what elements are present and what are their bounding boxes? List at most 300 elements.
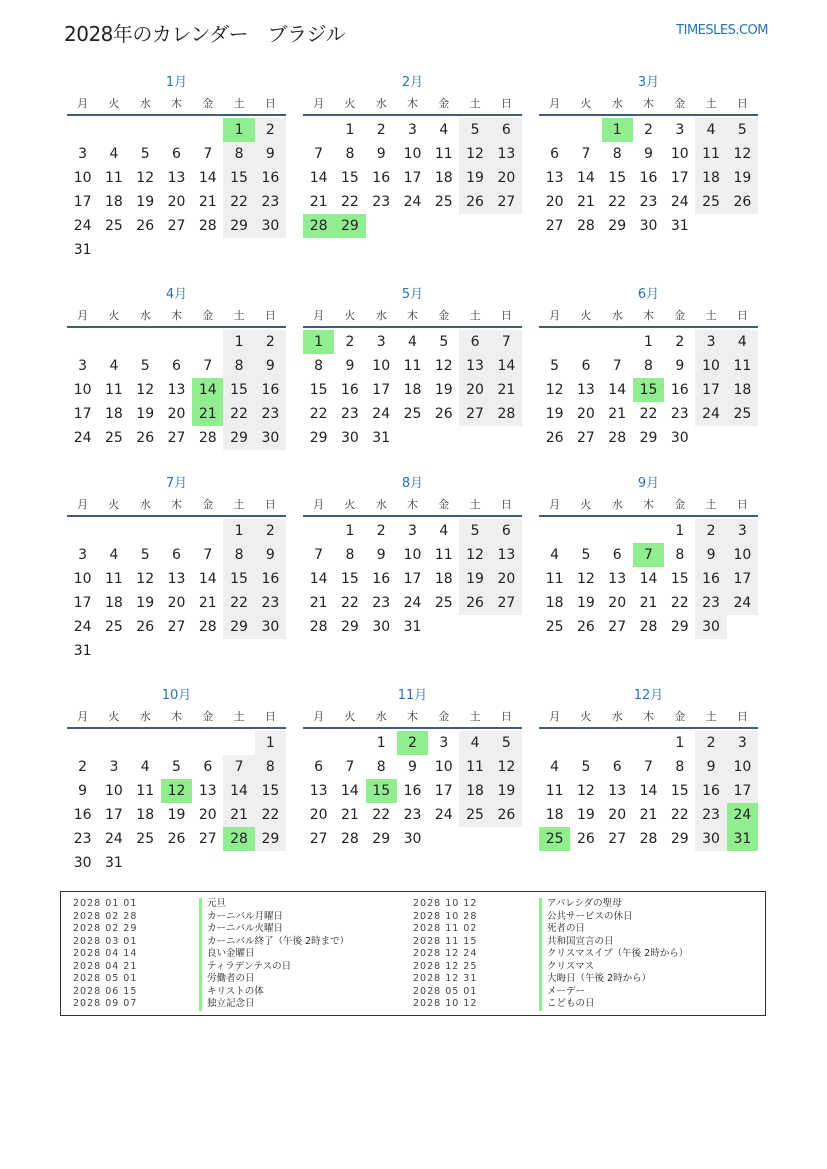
day-cell: 21 [577,194,595,210]
day-cell: 1 [376,735,386,751]
day-cell: 6 [314,759,324,775]
weekend-day-cell: 19 [459,567,490,591]
day-cell: 29 [372,831,391,847]
day-cell: 6 [581,358,591,374]
day-cell: 3 [78,146,88,162]
weekday-label: 木 [170,498,182,511]
holiday-day-cell: 31 [727,827,758,851]
weekend-day-cell: 26 [491,803,522,827]
holiday-list [60,891,766,1016]
day-cell: 17 [403,571,422,587]
holiday-name: カーニバル月曜日 [199,911,283,924]
empty-cell [539,519,570,543]
day-cell: 23 [639,194,658,210]
holiday-name: 共和国宣言の日 [539,936,614,949]
weekday-label: 月 [77,710,89,723]
holiday-name: アパレシダの聖母 [539,898,622,911]
weekday-label: 月 [313,309,325,322]
day-cell: 28 [577,218,595,234]
day-cell: 15 [341,170,359,186]
weekday-label: 月 [549,498,561,511]
weekend-day-cell: 27 [491,591,522,615]
weekday-label: 火 [108,97,120,110]
day-cell: 15 [670,783,689,799]
weekday-label: 金 [202,498,214,511]
day-cell: 12 [136,571,155,587]
weekday-label: 金 [674,309,686,322]
weekend-day-cell: 21 [491,378,522,402]
weekday-label: 日 [264,309,276,322]
weekday-label: 金 [202,97,214,110]
day-cell: 6 [203,759,213,775]
day-cell: 27 [608,831,627,847]
empty-cell [130,118,161,142]
page-title: 2028年のカレンダー ブラジル [64,22,346,46]
day-grid [303,731,522,851]
month-11 [303,685,522,851]
weekend-day-cell: 29 [223,615,254,639]
day-cell: 23 [372,595,391,611]
day-cell: 3 [408,523,417,539]
day-cell: 11 [434,547,453,563]
day-cell: 2 [675,334,685,350]
weekend-day-cell: 27 [491,190,522,214]
weekday-label: 日 [264,498,276,511]
empty-cell [67,519,98,543]
weekday-header [539,495,758,517]
day-cell: 24 [372,406,391,422]
empty-cell [98,118,129,142]
day-cell: 13 [545,170,564,186]
day-cell: 29 [670,831,689,847]
day-cell: 18 [434,571,453,587]
holiday-name: カーニバル火曜日 [199,923,283,936]
holiday-date: 2028 09 07 [73,998,138,1009]
weekend-day-cell: 12 [459,543,490,567]
day-cell: 27 [577,430,595,446]
holiday-name: メーデー [539,986,585,999]
holiday-day-cell: 28 [303,214,334,238]
day-cell: 16 [341,382,359,398]
holiday-date: 2028 10 28 [413,910,478,922]
day-cell: 10 [403,547,422,563]
day-cell: 5 [550,358,560,374]
day-cell: 21 [198,595,217,611]
day-cell: 29 [341,619,359,635]
day-cell: 17 [403,170,422,186]
day-cell: 7 [203,358,213,374]
weekend-day-cell: 5 [491,731,522,755]
weekend-day-cell: 15 [223,567,254,591]
empty-cell [570,519,601,543]
weekend-day-cell: 22 [255,803,286,827]
weekend-day-cell: 17 [727,567,758,591]
month-8 [303,473,522,639]
empty-cell [130,731,161,755]
weekend-day-cell: 17 [695,378,726,402]
weekday-label: 木 [406,309,418,322]
holiday-name: 良い金曜日 [199,948,255,961]
day-cell: 24 [403,595,422,611]
day-cell: 25 [545,619,564,635]
weekend-day-cell: 15 [255,779,286,803]
empty-cell [161,519,192,543]
empty-cell [98,731,129,755]
day-cell: 30 [639,218,658,234]
day-cell: 3 [439,735,449,751]
day-cell: 7 [345,759,355,775]
month-name: 10月 [161,688,192,703]
day-cell: 18 [545,807,564,823]
day-grid [67,731,286,875]
empty-cell [334,731,365,755]
day-cell: 19 [136,194,155,210]
month-6 [539,284,758,450]
day-cell: 14 [639,783,658,799]
weekend-day-cell: 29 [223,214,254,238]
month-name: 12月 [633,688,664,703]
day-cell: 11 [105,170,123,186]
day-cell: 4 [550,547,560,563]
day-cell: 18 [136,807,155,823]
weekend-day-cell: 1 [223,330,254,354]
weekday-label: 木 [642,498,654,511]
weekend-day-cell: 26 [727,190,758,214]
month-1 [67,72,286,262]
day-cell: 16 [403,783,422,799]
day-cell: 7 [581,146,591,162]
day-cell: 14 [608,382,627,398]
day-grid [67,330,286,450]
holiday-day-cell: 7 [633,543,664,567]
day-cell: 30 [670,430,689,446]
weekday-label: 火 [108,498,120,511]
holiday-day-cell: 12 [161,779,192,803]
day-cell: 13 [167,382,186,398]
day-cell: 1 [644,334,653,350]
day-cell: 9 [644,146,653,162]
day-cell: 14 [639,571,658,587]
weekend-day-cell: 25 [727,402,758,426]
weekend-day-cell: 11 [727,354,758,378]
day-cell: 15 [670,571,689,587]
day-cell: 18 [545,595,564,611]
day-cell: 6 [612,547,622,563]
day-grid [67,118,286,262]
empty-cell [303,519,334,543]
day-cell: 17 [105,807,123,823]
day-cell: 26 [545,430,564,446]
weekday-label: 日 [264,710,276,723]
day-cell: 29 [639,430,658,446]
weekday-header [539,94,758,116]
empty-cell [602,731,633,755]
weekend-day-cell: 19 [459,166,490,190]
day-cell: 28 [608,430,627,446]
day-cell: 24 [73,218,92,234]
day-cell: 14 [309,170,328,186]
weekday-label: 月 [313,498,325,511]
day-cell: 21 [309,194,328,210]
weekend-day-cell: 30 [255,426,286,450]
weekend-day-cell: 8 [223,354,254,378]
empty-cell [130,519,161,543]
day-cell: 15 [309,382,328,398]
month-4 [67,284,286,450]
day-cell: 14 [309,571,328,587]
day-grid [539,731,758,851]
day-cell: 11 [105,382,123,398]
day-cell: 23 [670,406,689,422]
weekend-day-cell: 18 [459,779,490,803]
day-cell: 17 [434,783,453,799]
day-cell: 7 [314,547,324,563]
weekday-label: 水 [139,97,151,110]
day-cell: 11 [136,783,155,799]
weekday-label: 火 [580,309,592,322]
weekend-day-cell: 9 [695,755,726,779]
empty-cell [67,118,98,142]
day-cell: 19 [136,406,155,422]
day-cell: 22 [341,595,359,611]
holiday-name: クリスマスイブ（午後 2時から） [539,948,688,961]
weekend-day-cell: 2 [255,330,286,354]
day-cell: 19 [434,382,453,398]
empty-cell [602,330,633,354]
weekend-day-cell: 30 [255,214,286,238]
holiday-date: 2028 11 02 [413,923,478,934]
day-cell: 3 [376,334,386,350]
day-cell: 22 [670,595,689,611]
empty-cell [67,330,98,354]
day-cell: 5 [140,358,150,374]
weekend-day-cell: 14 [491,354,522,378]
weekday-label: 金 [202,710,214,723]
day-cell: 27 [309,831,328,847]
day-cell: 31 [372,430,391,446]
day-cell: 1 [345,523,355,539]
day-cell: 11 [403,358,422,374]
day-cell: 19 [167,807,186,823]
weekday-label: 月 [549,710,561,723]
weekend-day-cell: 26 [459,591,490,615]
weekend-day-cell: 24 [727,591,758,615]
day-cell: 5 [439,334,449,350]
day-cell: 12 [136,382,155,398]
month-name: 2月 [401,75,424,90]
empty-cell [570,731,601,755]
day-cell: 28 [639,831,658,847]
weekend-day-cell: 12 [727,142,758,166]
day-cell: 16 [670,382,689,398]
weekend-day-cell: 20 [491,166,522,190]
day-cell: 13 [309,783,328,799]
empty-cell [539,330,570,354]
month-12 [539,685,758,851]
weekend-day-cell: 10 [727,543,758,567]
empty-cell [223,731,254,755]
holiday-date: 2028 12 25 [413,960,478,972]
month-name: 4月 [165,287,188,302]
day-cell: 11 [105,571,123,587]
day-grid [539,330,758,450]
weekend-day-cell: 26 [459,190,490,214]
day-cell: 14 [577,170,595,186]
weekday-label: 土 [233,97,245,110]
month-name: 6月 [637,287,660,302]
weekday-label: 日 [500,97,512,110]
day-cell: 2 [376,523,386,539]
day-cell: 20 [167,194,186,210]
weekend-day-cell: 16 [255,378,286,402]
weekend-day-cell: 21 [223,803,254,827]
weekend-day-cell: 22 [223,591,254,615]
empty-cell [602,519,633,543]
month-name: 5月 [401,287,424,302]
month-3 [539,72,758,238]
day-cell: 26 [434,406,453,422]
holiday-day-cell: 24 [727,803,758,827]
day-cell: 22 [341,194,359,210]
holiday-date: 2028 06 15 [73,985,138,997]
holiday-name: 元旦 [199,898,226,911]
weekday-label: 水 [611,97,623,110]
weekday-label: 木 [642,97,654,110]
day-cell: 8 [314,358,324,374]
weekday-label: 月 [549,97,561,110]
site-logo[interactable]: TIMESLES.COM [676,23,768,38]
weekday-label: 月 [77,309,89,322]
day-cell: 7 [203,146,213,162]
day-cell: 11 [545,571,564,587]
weekend-day-cell: 2 [255,118,286,142]
day-cell: 15 [608,170,627,186]
weekend-day-cell: 5 [459,118,490,142]
weekend-day-cell: 8 [255,755,286,779]
day-cell: 11 [434,146,453,162]
weekday-label: 火 [580,498,592,511]
weekend-day-cell: 16 [695,779,726,803]
weekday-label: 水 [611,309,623,322]
day-cell: 21 [639,595,658,611]
day-cell: 17 [372,382,391,398]
holiday-name: カーニバル終了（午後 2時まで） [199,936,349,949]
day-cell: 24 [434,807,453,823]
day-cell: 10 [670,146,689,162]
weekday-header [67,94,286,116]
weekend-day-cell: 10 [695,354,726,378]
day-cell: 4 [109,358,119,374]
day-cell: 7 [203,547,213,563]
holiday-name: クリスマス [539,961,594,974]
day-cell: 9 [408,759,417,775]
weekday-label: 日 [736,710,748,723]
empty-cell [192,330,223,354]
weekend-day-cell: 5 [459,519,490,543]
weekend-day-cell: 2 [255,519,286,543]
day-cell: 2 [78,759,88,775]
day-cell: 5 [581,547,591,563]
weekday-label: 金 [438,498,450,511]
day-cell: 6 [550,146,560,162]
day-cell: 29 [309,430,328,446]
holiday-date: 2028 05 01 [73,973,138,984]
weekday-label: 土 [469,97,481,110]
holiday-date: 2028 05 01 [413,985,478,997]
month-9 [539,473,758,639]
weekend-day-cell: 12 [491,755,522,779]
empty-cell [161,118,192,142]
weekday-label: 水 [375,498,387,511]
weekend-day-cell: 8 [223,543,254,567]
weekday-label: 日 [736,97,748,110]
weekend-day-cell: 20 [459,378,490,402]
weekday-label: 火 [344,498,356,511]
day-cell: 9 [376,146,386,162]
day-cell: 8 [345,547,355,563]
day-cell: 4 [408,334,417,350]
empty-cell [98,330,129,354]
weekend-day-cell: 29 [255,827,286,851]
day-cell: 23 [73,831,92,847]
weekday-header [539,306,758,328]
holiday-date: 2028 11 15 [413,935,478,947]
weekday-label: 土 [469,710,481,723]
day-cell: 31 [73,643,92,659]
weekend-day-cell: 3 [695,330,726,354]
holiday-name: 独立記念日 [199,998,255,1011]
weekend-day-cell: 17 [727,779,758,803]
weekend-day-cell: 15 [223,378,254,402]
day-cell: 14 [198,571,217,587]
day-cell: 4 [439,122,449,138]
weekend-day-cell: 29 [223,426,254,450]
weekend-day-cell: 2 [695,731,726,755]
empty-cell [570,330,601,354]
day-cell: 29 [670,619,689,635]
day-cell: 28 [198,619,217,635]
weekend-day-cell: 16 [255,567,286,591]
weekend-day-cell: 18 [695,166,726,190]
day-cell: 8 [376,759,386,775]
empty-cell [633,731,664,755]
weekday-label: 火 [108,309,120,322]
day-cell: 25 [403,406,422,422]
weekend-day-cell: 6 [491,118,522,142]
weekday-label: 金 [674,97,686,110]
day-cell: 24 [73,619,92,635]
day-cell: 18 [434,170,453,186]
day-cell: 17 [73,194,92,210]
day-cell: 20 [309,807,328,823]
weekday-label: 金 [674,710,686,723]
weekend-day-cell: 4 [459,731,490,755]
day-cell: 25 [136,831,155,847]
day-cell: 29 [608,218,627,234]
weekday-label: 日 [500,710,512,723]
day-cell: 2 [376,122,386,138]
empty-cell [303,118,334,142]
day-grid [539,118,758,238]
day-cell: 7 [644,759,653,775]
weekend-day-cell: 30 [695,615,726,639]
weekday-label: 水 [611,710,623,723]
weekend-day-cell: 23 [695,591,726,615]
day-cell: 27 [545,218,564,234]
weekday-label: 水 [375,309,387,322]
weekday-label: 木 [642,309,654,322]
month-name: 11月 [397,688,428,703]
